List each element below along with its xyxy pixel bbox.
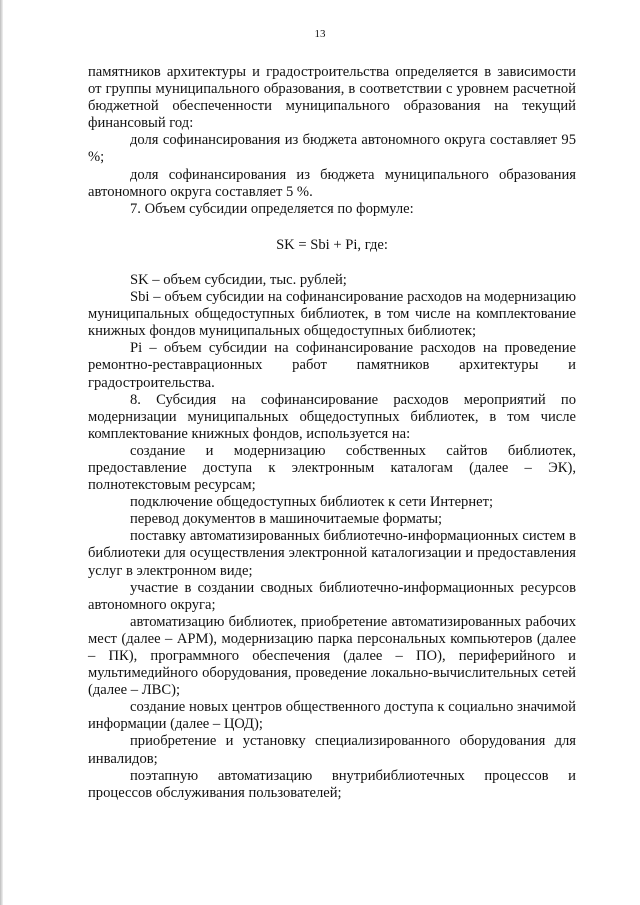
scan-edge-shadow (0, 0, 3, 905)
document-body (88, 64, 576, 802)
list-item: поставку автоматизированных библиотечно-информационных систем в библиотеки для осуществления электронной каталогизации и предоставления услуг в электронном виде; (88, 528, 576, 579)
definition-pi: Pi – объем субсидии на софинансирование расходов на проведение ремонтно-реставрационных работ памятников архитектуры и градостроительства. (88, 340, 576, 391)
definition-sk: SK – объем субсидии, тыс. рублей; (130, 271, 347, 288)
definition-sbi: Sbi – объем субсидии на софинансирование расходов на модернизацию муниципальных общедоступных библиотек, в том числе на комплектование книжных фондов муниципальных общедоступных библиотек; (88, 289, 576, 340)
list-item: создание новых центров общественного доступа к социально значимой информации (далее – ЦОД); (88, 699, 576, 733)
paragraph-share-municipal: доля софинансирования из бюджета муниципального образования автономного округа составляет 5 %. (88, 166, 576, 200)
paragraph-intro-continued: памятников архитектуры и градостроительства определяется в зависимости от группы муниципального образования, в соответствии с уровнем расчетной бюджетной обеспеченности муниципального образования на текущий финансовый год: (88, 64, 576, 132)
list-item: приобретение и установку специализированного оборудования для инвалидов; (88, 733, 576, 767)
paragraph-clause-8: 8. Субсидия на софинансирование расходов мероприятий по модернизации муниципальных общедоступных библиотек, в том числе комплектование книжных фондов, используется на: (88, 391, 576, 442)
list-item: подключение общедоступных библиотек к сети Интернет; (130, 494, 494, 511)
page-number: 13 (314, 28, 326, 40)
formula: SK = Sbi + Pi, где: (276, 236, 388, 253)
list-item: автоматизацию библиотек, приобретение автоматизированных рабочих мест (далее – АРМ), модернизацию парка персональных компьютеров (далее – ПК), программного обеспечения (далее – ПО), периферийного и мультимедийного оборудования, проведение локально-вычислительных сетей (далее – ЛВС); (88, 613, 576, 699)
paragraph-clause-7: 7. Объем субсидии определяется по формуле: (130, 200, 414, 217)
list-item: перевод документов в машиночитаемые форматы; (130, 511, 443, 528)
list-item: участие в создании сводных библиотечно-информационных ресурсов автономного округа; (88, 579, 576, 613)
list-item: создание и модернизацию собственных сайтов библиотек, предоставление доступа к электронным каталогам (далее – ЭК), полнотекстовым ресурсам; (88, 442, 576, 494)
paragraph-share-okrug: доля софинансирования из бюджета автономного округа составляет 95 %; (88, 132, 576, 166)
list-item: поэтапную автоматизацию внутрибиблиотечных процессов и процессов обслуживания пользователей; (88, 767, 576, 801)
